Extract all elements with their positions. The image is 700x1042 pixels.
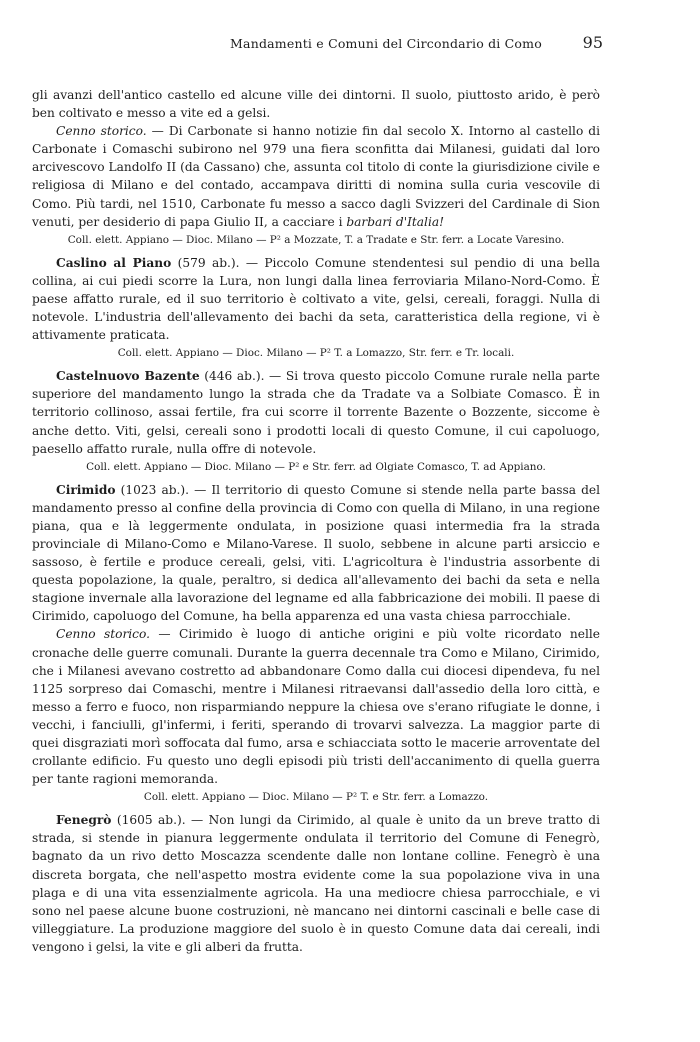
paragraph-continuation: gli avanzi dell'antico castello ed alcune ville dei dintorni. Il suolo, piuttosto arido, è però ben coltivato e messo a vite ed a gelsi.	[32, 88, 600, 121]
entry-text: — Non lungi da Cirimido, al quale è unito da un breve tratto di strada, si stende in pianura leggermente ondulata il territorio del Comune di Fenegrò, bagnato da un rivo detto Moscazza scendente dalle non lontane colline. Fenegrò è una discreta borgata, che nell'aspetto mostra evidente come la sua popolazione viva in una plaga e di una vita essenzialmente agricola. Ha una mediocre chiesa parrocchiale, e vi sono nel paese alcune buone costruzioni, nè mancano nei dintorni cascinali e belle case di villeggiature. La produzione maggiore del suolo è in questo Comune data dai cereali, indi vengono i gelsi, la vite e gli alberi da frutta.	[32, 813, 600, 954]
entry-population: (446 ab.).	[199, 369, 265, 384]
caslino-admin-line: Coll. elett. Appiano — Dioc. Milano — P² T. a Lomazzo, Str. ferr. e Tr. locali.	[117, 347, 515, 360]
cirimido-admin-line: Coll. elett. Appiano — Dioc. Milano — P² T. e Str. ferr. a Lomazzo.	[143, 791, 489, 804]
page-body	[32, 86, 600, 956]
entry-caslino	[32, 254, 600, 344]
carbonate-admin-line: Coll. elett. Appiano — Dioc. Milano — P² a Mozzate, T. a Tradate e Str. ferr. a Locate Varesino.	[67, 233, 565, 246]
entry-cirimido	[32, 481, 600, 626]
cirimido-historical-note	[32, 625, 600, 788]
entry-text: — Piccolo Comune stendentesi sul pendio di una bella collina, ai cui piedi scorre la Lura, non lungi dalla linea ferroviaria Milano-Nord-Como. È paese affatto rurale, ed il suo territorio è coltivato a vite, gelsi, cereali, foraggi. Nulla di notevole. L'industria dell'allevamento dei bachi da seta, caratteristica della regione, vi è attivamente praticata.	[32, 255, 601, 343]
cenno-storico-label: Cenno storico.	[56, 627, 151, 642]
entry-text: — Il territorio di questo Comune si stende nella parte bassa del mandamento presso al confine della provincia di Como con quella di Milano, in una regione piana, qua e là leggermente ondulata, in posizione quasi intermedia fra la strada provinciale di Milano-Como e Milano-Varese. Il suolo, sebbene in alcune parti arsiccio e sassoso, è fertile e produce cereali, gelsi, viti. L'agricoltura è l'industria assorbente di questa popolazione, la quale, peraltro, si dedica all'allevamento dei bachi da seta e nella stagione invernale alla lavorazione del legname ed alla fabbricazione dei mobili. Il paese di Cirimido, capoluogo del Comune, ha bella apparenza ed una vasta chiesa parrocchiale.	[32, 482, 601, 624]
entry-text: — Si trova questo piccolo Comune rurale nella parte superiore del mandamento lungo la strada che da Tradate va a Solbiate Comasco. È in territorio collinoso, assai fertile, fra cui scorre il torrente Bazente o Bozzente, siccome è anche detto. Viti, gelsi, cereali sono i prodotti locali di questo Comune, il cui capoluogo, paesello affatto rurale, nulla offre di notevole.	[32, 369, 600, 456]
entry-fenegro	[32, 811, 600, 956]
page-number: 95	[582, 33, 603, 52]
entry-name: Cirimido	[56, 482, 116, 497]
entry-name: Fenegrò	[56, 813, 112, 828]
carbonate-history-tail: barbari d'Italia!	[346, 214, 445, 229]
carbonate-historical-note	[32, 122, 600, 231]
cirimido-history-text: — Cirimido è luogo di antiche origini e più volte ricordato nelle cronache delle guerre comunali. Durante la guerra decennale tra Como e Milano, Cirimido, che i Milanesi avevano costretto ad abbandonare Como dalla cui diocesi dipendeva, fu nel 1125 sorpreso dai Comaschi, mentre i Milanesi ritraevansi dall'assedio della loro città, e messo a ferro e fuoco, non risparmiando neppure la chiesa ove s'erano rifugiate le donne, i vecchi, i fanciulli, gl'infermi, i feriti, sperando di trovarvi salvezza. La maggior parte di quei disgraziati morì soffocata dal fumo, arsa e schiacciata sotto le macerie arroventate del crollante edificio. Fu questo uno degli episodi più tristi dell'accanimento di quella guerra per tante ragioni memoranda.	[32, 627, 600, 787]
entry-population: (579 ab.).	[171, 255, 240, 270]
castelnuovo-admin-line: Coll. elett. Appiano — Dioc. Milano — P² e Str. ferr. ad Olgiate Comasco, T. ad Appiano.	[86, 460, 546, 473]
cenno-storico-label: Cenno storico.	[56, 124, 147, 139]
entry-name: Caslino al Piano	[56, 255, 172, 270]
running-header: Mandamenti e Comuni del Circondario di Como	[230, 36, 542, 51]
entry-population: (1605 ab.).	[111, 813, 186, 828]
entry-population: (1023 ab.).	[115, 482, 190, 497]
entry-name: Castelnuovo Bazente	[56, 369, 200, 384]
entry-castelnuovo	[32, 367, 600, 457]
carbonate-history-text: — Di Carbonate si hanno notizie fin dal secolo X. Intorno al castello di Carbonate i Comaschi subirono nel 979 una fiera sconfitta dai Milanesi, guidati dal loro arcivescovo Landolfo II (da Cassano) che, assunta col titolo di conte la giurisdizione civile e religiosa di Milano e del contado, accampava diritti di nomina sulla curia vescovile di Como. Più tardi, nel 1510, Carbonate fu messo a sacco dagli Svizzeri del Cardinale di Sion venuti, per desiderio di papa Giulio II, a cacciare i	[32, 124, 600, 229]
